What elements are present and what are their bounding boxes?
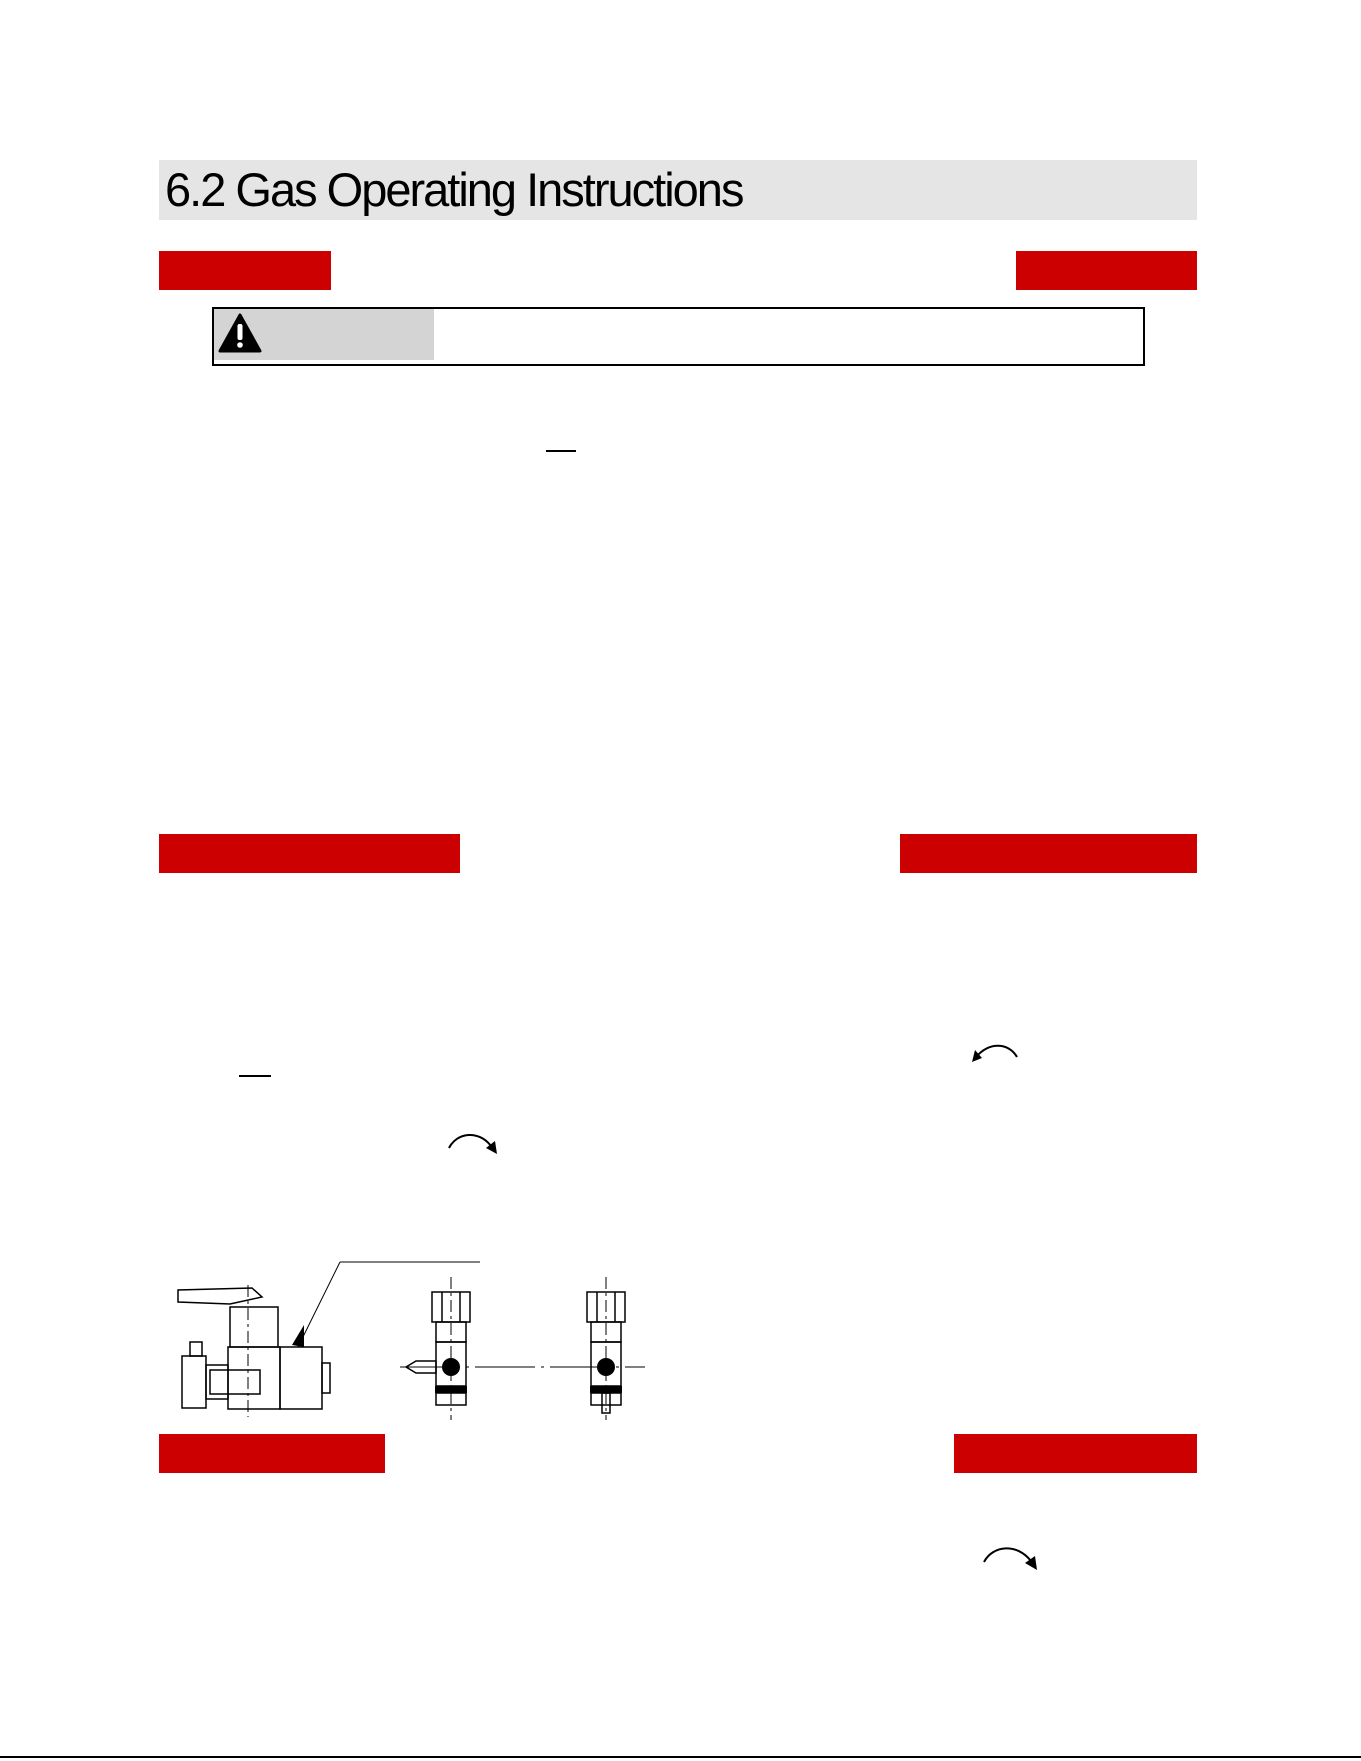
clockwise-arrow-icon: [980, 1540, 1042, 1574]
heading-bar-left-1: [159, 251, 331, 290]
clockwise-arrow-icon: [445, 1128, 501, 1158]
page-title: 6.2 Gas Operating Instructions: [165, 163, 743, 216]
heading-bar-left-3: [159, 1434, 385, 1473]
heading-bar-right-2: [900, 834, 1197, 873]
warning-triangle-icon: [218, 313, 262, 353]
warning-label-area: [214, 309, 434, 360]
underline-mark-1: [546, 450, 576, 452]
heading-bar-right-3: [954, 1434, 1197, 1473]
warning-box: [212, 307, 1145, 366]
underline-mark-2: [239, 1075, 271, 1077]
heading-bar-right-1: [1016, 251, 1197, 290]
page-bottom-rule: [0, 1756, 1361, 1758]
gas-valve-diagram: [170, 1255, 650, 1425]
section-title-bar: [159, 160, 1197, 220]
heading-bar-left-2: [159, 834, 460, 873]
counterclockwise-arrow-icon: [968, 1040, 1024, 1066]
